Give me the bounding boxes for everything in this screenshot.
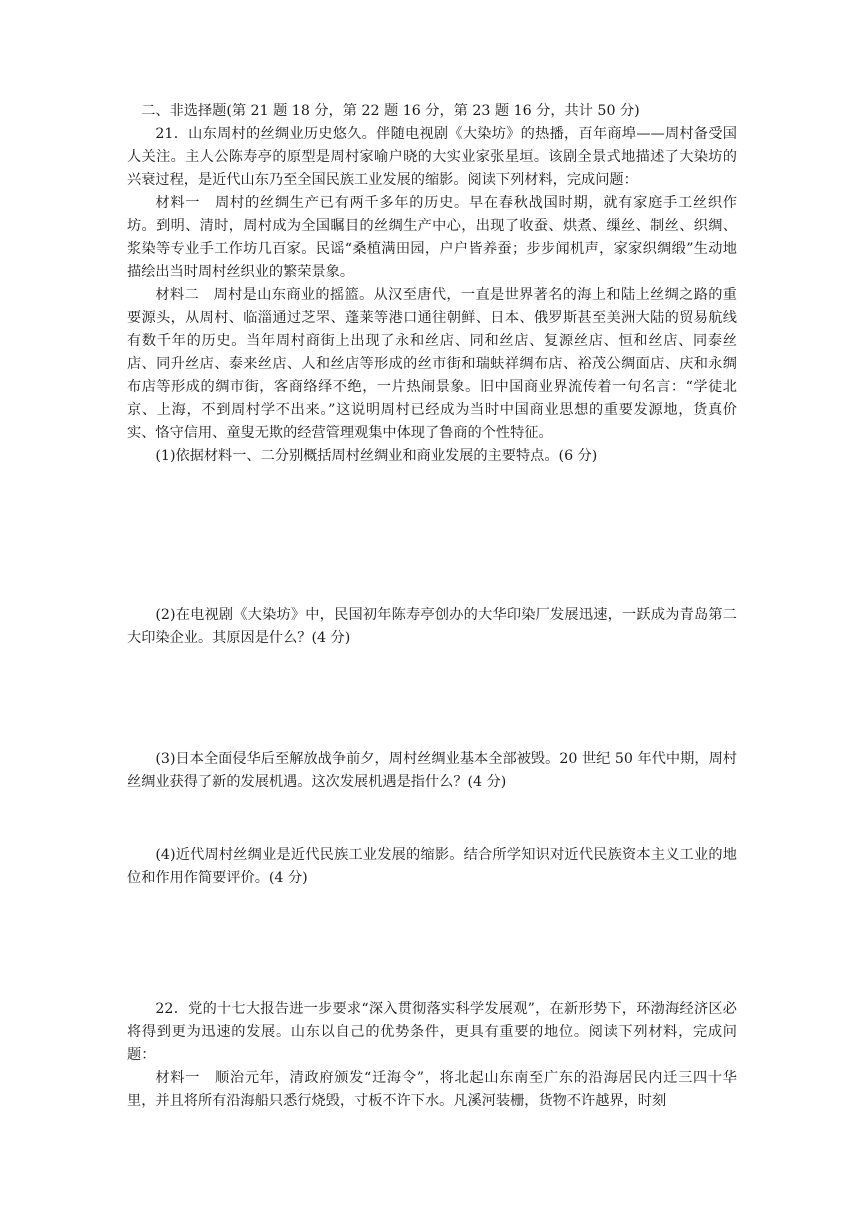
exam-page bbox=[127, 100, 737, 1113]
q22-material-1: 材料一 顺治元年，清政府颁发“迁海令”，将北起山东南至广东的沿海居民内迁三四十华里，并且将所有沿海船只悉行烧毁，寸板不许下水。凡溪河装栅，货物不许越界，时刻 bbox=[127, 1070, 737, 1109]
section-heading: 二、非选择题(第 21 题 18 分，第 22 题 16 分，第 23 题 16 分，共计 50 分) bbox=[141, 103, 640, 119]
answer-space-3[interactable] bbox=[127, 794, 737, 844]
answer-space-4[interactable] bbox=[127, 890, 737, 998]
q21-intro: 21．山东周村的丝绸业历史悠久。伴随电视剧《大染坊》的热播，百年商埠——周村备受国人关注。主人公陈寿亭的原型是周村家喻户晓的大实业家张星垣。该剧全景式地描述了大染坊的兴衰过程，是近代山东乃至全国民族工业发展的缩影。阅读下列材料，完成问题： bbox=[127, 126, 737, 188]
q21-subquestion-4: (4)近代周村丝绸业是近代民族工业发展的缩影。结合所学知识对近代民族资本主义工业的地位和作用作简要评价。(4 分) bbox=[127, 847, 737, 886]
q22-intro: 22．党的十七大报告进一步要求“深入贯彻落实科学发展观”，在新形势下，环渤海经济区必将得到更为迅速的发展。山东以自己的优势条件，更具有重要的地位。阅读下列材料，完成问题： bbox=[127, 1001, 737, 1063]
answer-space-1[interactable] bbox=[127, 468, 737, 604]
q21-subquestion-2: (2)在电视剧《大染坊》中，民国初年陈寿亭创办的大华印染厂发展迅速，一跃成为青岛第二大印染企业。其原因是什么？(4 分) bbox=[127, 607, 737, 646]
q21-material-1: 材料一 周村的丝绸生产已有两千多年的历史。早在春秋战国时期，就有家庭手工丝织作坊。到明、清时，周村成为全国瞩目的丝绸生产中心，出现了收蚕、烘煮、缫丝、制丝、织绸、浆染等专业手工作坊几百家。民谣“桑植满田园，户户皆养蚕；步步闻机声，家家织绸缎”生动地描绘出当时周村丝织业的繁荣景象。 bbox=[127, 195, 737, 280]
answer-space-2[interactable] bbox=[127, 650, 737, 748]
q21-subquestion-1: (1)依据材料一、二分别概括周村丝绸业和商业发展的主要特点。(6 分) bbox=[155, 448, 598, 464]
q21-subquestion-3: (3)日本全面侵华后至解放战争前夕，周村丝绸业基本全部被毁。20 世纪 50 年代中期，周村丝绸业获得了新的发展机遇。这次发展机遇是指什么？(4 分) bbox=[127, 751, 737, 790]
q21-material-2: 材料二 周村是山东商业的摇篮。从汉至唐代，一直是世界著名的海上和陆上丝绸之路的重要源头，从周村、临淄通过芝罘、蓬莱等港口通往朝鲜、日本、俄罗斯甚至美洲大陆的贸易航线有数千年的历史。当年周村商街上出现了永和丝店、同和丝店、复源丝店、恒和丝店、同泰丝店、同升丝店、泰来丝店、人和丝店等形成的丝市街和瑞蚨祥绸布店、裕茂公绸面店、庆和永绸布店等形成的绸市街，客商络绎不绝，一片热闹景象。旧中国商业界流传着一句名言：“学徒北京、上海，不到周村学不出来。”这说明周村已经成为当时中国商业思想的重要发源地，货真价实、恪守信用、童叟无欺的经营管理观集中体现了鲁商的个性特征。 bbox=[127, 287, 737, 441]
